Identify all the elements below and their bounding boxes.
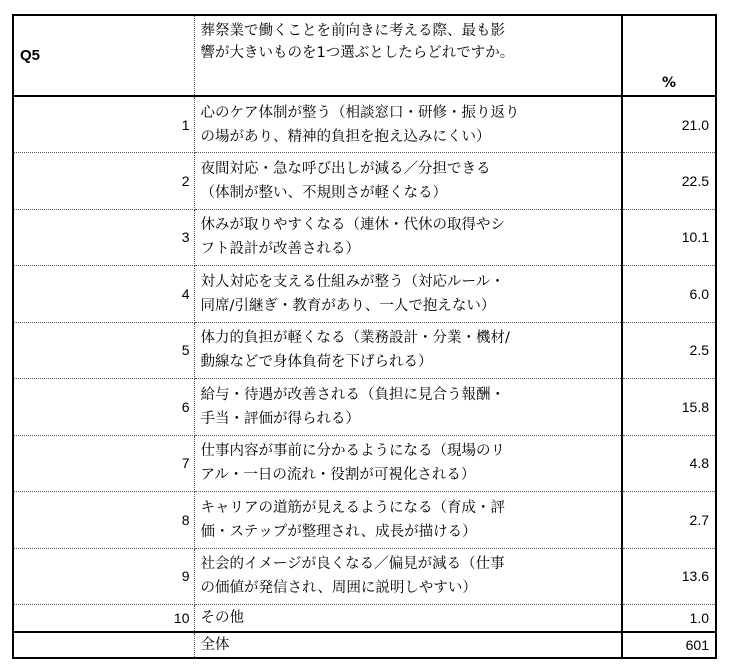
row-value: 22.5 <box>622 153 716 210</box>
row-label <box>194 322 622 379</box>
row-value: 2.7 <box>622 492 716 549</box>
row-number: 9 <box>13 548 194 605</box>
table-row <box>13 266 716 323</box>
row-label <box>194 548 622 605</box>
row-number: 1 <box>13 96 194 153</box>
row-number: 6 <box>13 379 194 436</box>
row-label-line1: キャリアの道筋が見えるようになる（育成・評 <box>200 499 505 516</box>
row-label <box>194 605 622 632</box>
question-text-line1: 葬祭業で働くことを前向きに考える際、最も影 <box>200 23 505 39</box>
row-label <box>194 96 622 153</box>
row-label-line2: 同席/引継ぎ・教育があり、一人で抱えない） <box>200 297 496 314</box>
question-id: Q5 <box>13 15 194 96</box>
row-number: 7 <box>13 435 194 492</box>
row-number: 5 <box>13 322 194 379</box>
row-value: 21.0 <box>622 96 716 153</box>
question-text-line2: 響が大きいものを1つ選ぶとしたらどれですか。 <box>200 45 515 61</box>
row-label <box>194 492 622 549</box>
row-value: 10.1 <box>622 209 716 266</box>
row-number: 10 <box>13 605 194 632</box>
row-label-line1: 夜間対応・急な呼び出しが減る／分担できる <box>200 160 491 177</box>
row-label-line1: 社会的イメージが良くなる／偏見が減る（仕事 <box>200 556 505 573</box>
table-row <box>13 209 716 266</box>
row-label-line1: 仕事内容が事前に分かるようになる（現場のリ <box>200 443 505 460</box>
row-label-line1: 対人対応を支える仕組みが整う（対応ルール・ <box>200 273 505 290</box>
table-row <box>13 548 716 605</box>
row-label-line2: （体制が整い、不規則さが軽くなる） <box>200 184 447 201</box>
table-row <box>13 605 716 632</box>
row-label-line2: 価・ステップが整理され、成長が描ける） <box>200 523 477 540</box>
table-row <box>13 153 716 210</box>
table-row <box>13 96 716 153</box>
row-label-line2: フト設計が改善される） <box>200 241 360 258</box>
row-number: 8 <box>13 492 194 549</box>
table-row <box>13 322 716 379</box>
row-label-line1: その他 <box>200 609 244 626</box>
total-value: 601 <box>685 636 709 653</box>
row-label-line1: 心のケア体制が整う（相談窓口・研修・振り返り <box>200 104 520 121</box>
row-value: 13.6 <box>622 548 716 605</box>
question-text <box>194 15 622 96</box>
row-label-line2: の価値が発信され、周囲に説明しやすい） <box>200 580 477 597</box>
row-value: 1.0 <box>622 605 716 632</box>
header-row <box>13 15 716 96</box>
row-label-line1: 休みが取りやすくなる（連休・代休の取得やシ <box>200 217 505 234</box>
table-row <box>13 379 716 436</box>
row-label <box>194 209 622 266</box>
total-row <box>13 632 716 658</box>
row-label-line2: 動線などで身体負荷を下げられる） <box>200 354 433 371</box>
table-row <box>13 435 716 492</box>
row-value: 15.8 <box>622 379 716 436</box>
row-label-line1: 体力的負担が軽くなる（業務設計・分業・機材/ <box>200 330 510 347</box>
row-number: 3 <box>13 209 194 266</box>
row-label <box>194 266 622 323</box>
row-number: 2 <box>13 153 194 210</box>
row-number: 4 <box>13 266 194 323</box>
row-value: 6.0 <box>622 266 716 323</box>
row-value: 4.8 <box>622 435 716 492</box>
row-value: 2.5 <box>622 322 716 379</box>
row-label <box>194 379 622 436</box>
row-label-line2: 手当・評価が得られる） <box>200 410 360 427</box>
total-row-number <box>13 632 194 658</box>
survey-result-table <box>12 14 717 659</box>
row-label <box>194 153 622 210</box>
row-label-line1: 給与・待遇が改善される（負担に見合う報酬・ <box>200 386 505 403</box>
row-label-line2: アル・一日の流れ・役割が可視化される） <box>200 467 476 484</box>
row-label <box>194 435 622 492</box>
row-label-line2: の場があり、精神的負担を抱え込みにくい） <box>200 128 491 145</box>
percent-column-header: % <box>622 15 716 96</box>
table-row <box>13 492 716 549</box>
total-label: 全体 <box>194 632 622 658</box>
